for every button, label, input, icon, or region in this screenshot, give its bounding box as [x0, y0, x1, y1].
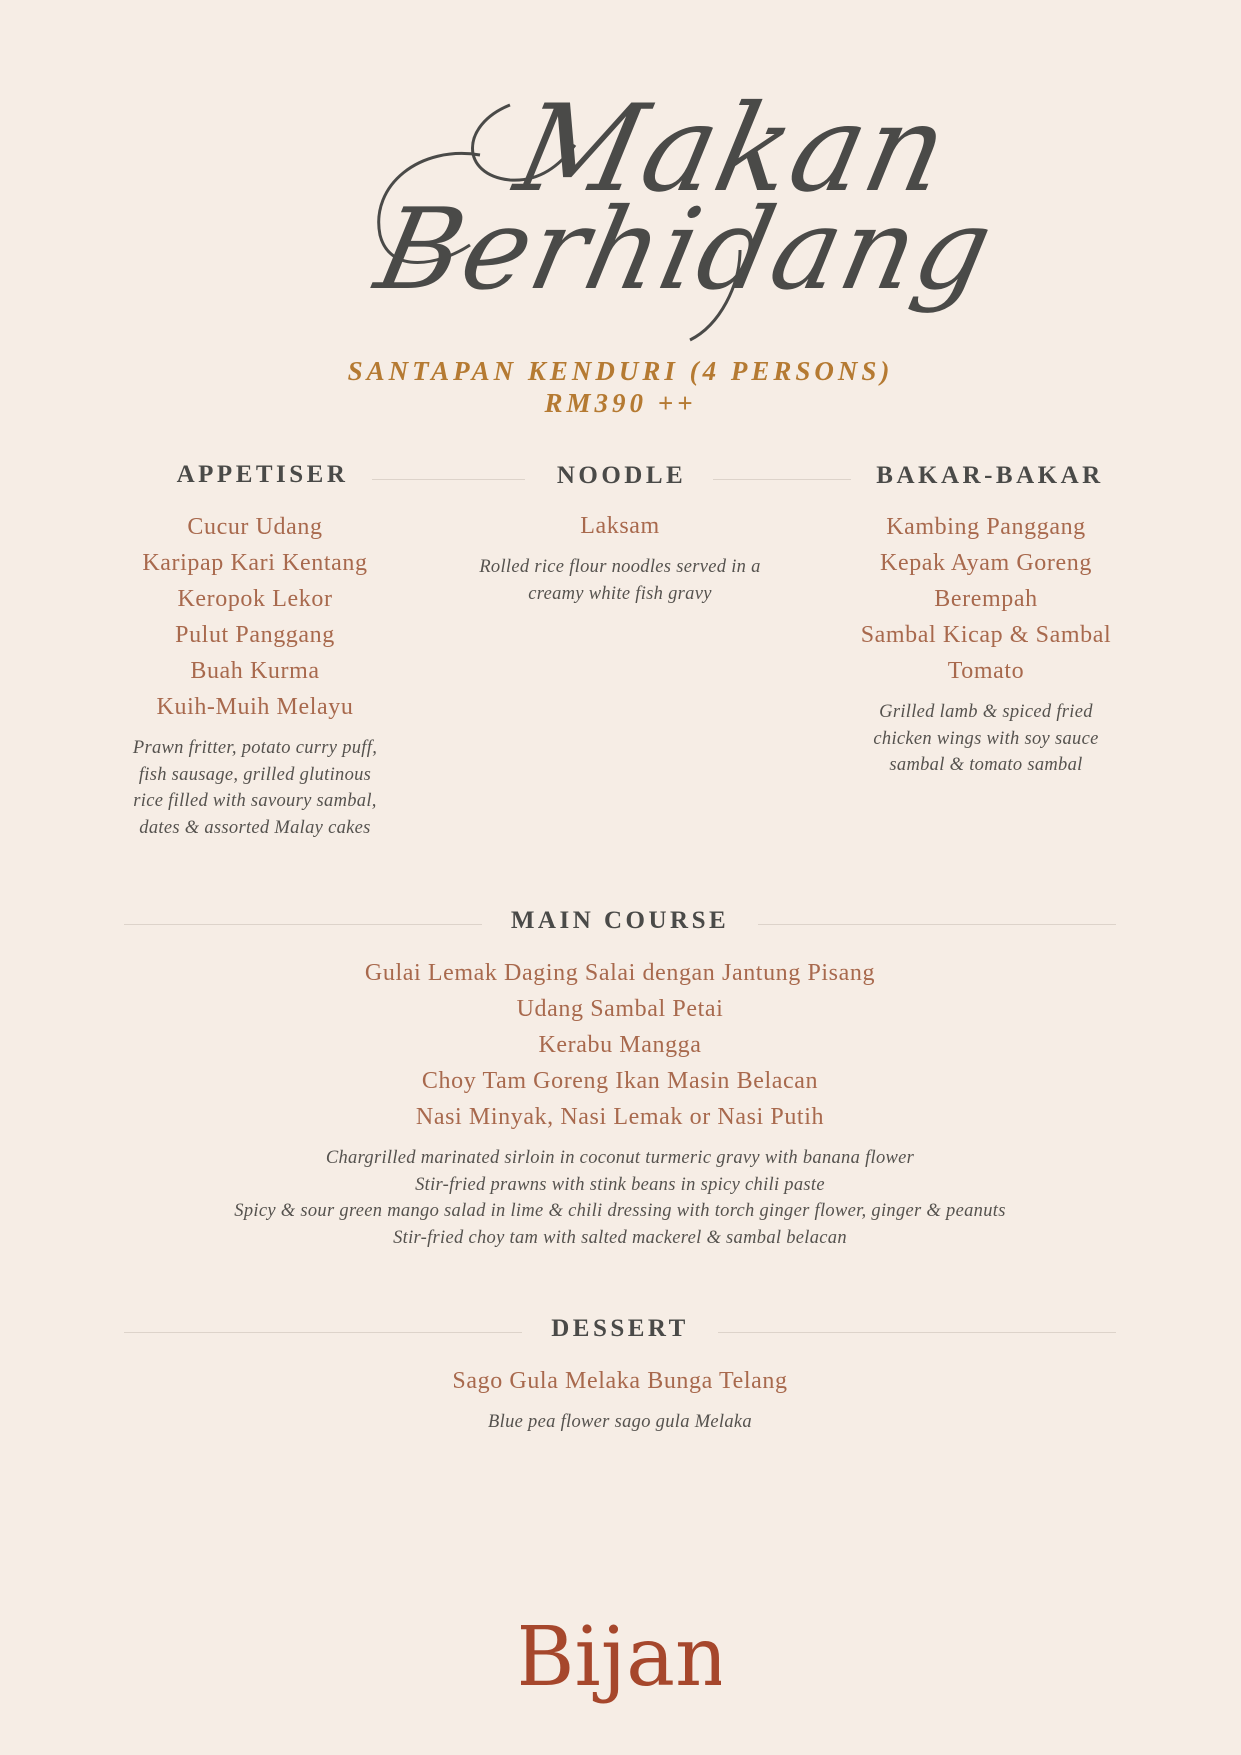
item-description: fish sausage, grilled glutinous	[138, 764, 372, 785]
list-item: Kuih-Muih Melayu	[156, 694, 354, 720]
item-description: Prawn fritter, potato curry puff,	[132, 738, 378, 758]
item-description: Blue pea flower sago gula Melaka	[488, 1412, 752, 1432]
bakar-column	[836, 509, 1136, 779]
list-item: Laksam	[580, 513, 660, 539]
list-item: Cucur Udang	[187, 514, 323, 540]
list-item: Karipap Kari Kentang	[142, 550, 368, 576]
title-line-2: Berhidang	[366, 185, 1005, 315]
appetiser-heading: APPETISER	[176, 461, 349, 488]
dessert-rule-right	[718, 1332, 1116, 1333]
appetiser-column	[105, 509, 405, 841]
set-name: SANTAPAN KENDURI (4 PERSONS)	[347, 356, 894, 386]
list-item: Sago Gula Melaka Bunga Telang	[452, 1368, 788, 1394]
list-item: Udang Sambal Petai	[516, 996, 724, 1022]
dessert-rule-left	[124, 1332, 522, 1333]
item-description: creamy white fish gravy	[528, 583, 712, 604]
brand-logo	[0, 1590, 1241, 1735]
item-description: Chargrilled marinated sirloin in coconut turmeric gravy with banana flower	[325, 1148, 915, 1168]
bakar-heading: BAKAR-BAKAR	[876, 462, 1104, 489]
list-item: Kepak Ayam Goreng	[880, 550, 1092, 576]
list-item: Pulut Panggang	[175, 622, 335, 648]
item-description: Rolled rice flour noodles served in a	[479, 557, 761, 577]
list-item: Sambal Kicap & Sambal	[860, 622, 1112, 648]
bijan-logo-icon	[521, 1590, 721, 1730]
item-description: dates & assorted Malay cakes	[139, 817, 371, 838]
main-course-heading: MAIN COURSE	[510, 907, 730, 934]
item-description: Grilled lamb & spiced fried	[879, 702, 1093, 722]
list-item: Kerabu Mangga	[538, 1032, 702, 1058]
noodle-column	[455, 508, 785, 607]
item-description: Stir-fried choy tam with salted mackerel & sambal belacan	[393, 1227, 847, 1248]
list-item: Berempah	[934, 586, 1038, 612]
list-item: Keropok Lekor	[177, 586, 333, 612]
svg-text:Bijan: Bijan	[520, 1610, 721, 1705]
dessert-heading: DESSERT	[551, 1315, 689, 1342]
noodle-heading: NOODLE	[556, 462, 687, 489]
list-item: Nasi Minyak, Nasi Lemak or Nasi Putih	[415, 1104, 825, 1130]
menu-title	[0, 70, 1241, 340]
list-item: Tomato	[947, 658, 1025, 684]
list-item: Buah Kurma	[190, 658, 320, 684]
list-item: Choy Tam Goreng Ikan Masin Belacan	[421, 1068, 819, 1094]
main-course-column	[124, 955, 1116, 1251]
main-course-rule-left	[124, 924, 482, 925]
dessert-column	[124, 1363, 1116, 1436]
title-line-1: Makan	[505, 80, 961, 219]
item-description: chicken wings with soy sauce	[873, 728, 1099, 749]
list-item: Kambing Panggang	[886, 514, 1086, 540]
item-description: Stir-fried prawns with stink beans in spicy chili paste	[415, 1174, 825, 1195]
main-course-rule-right	[758, 924, 1116, 925]
noodle-rule	[713, 479, 851, 480]
set-price: RM390 ++	[544, 388, 697, 418]
item-description: Spicy & sour green mango salad in lime & chili dressing with torch ginger flower, ginger & peanuts	[234, 1201, 1006, 1221]
item-description: rice filled with savoury sambal,	[133, 791, 377, 811]
list-item: Gulai Lemak Daging Salai dengan Jantung Pisang	[364, 960, 876, 986]
appetiser-rule	[372, 479, 525, 480]
item-description: sambal & tomato sambal	[889, 755, 1083, 775]
